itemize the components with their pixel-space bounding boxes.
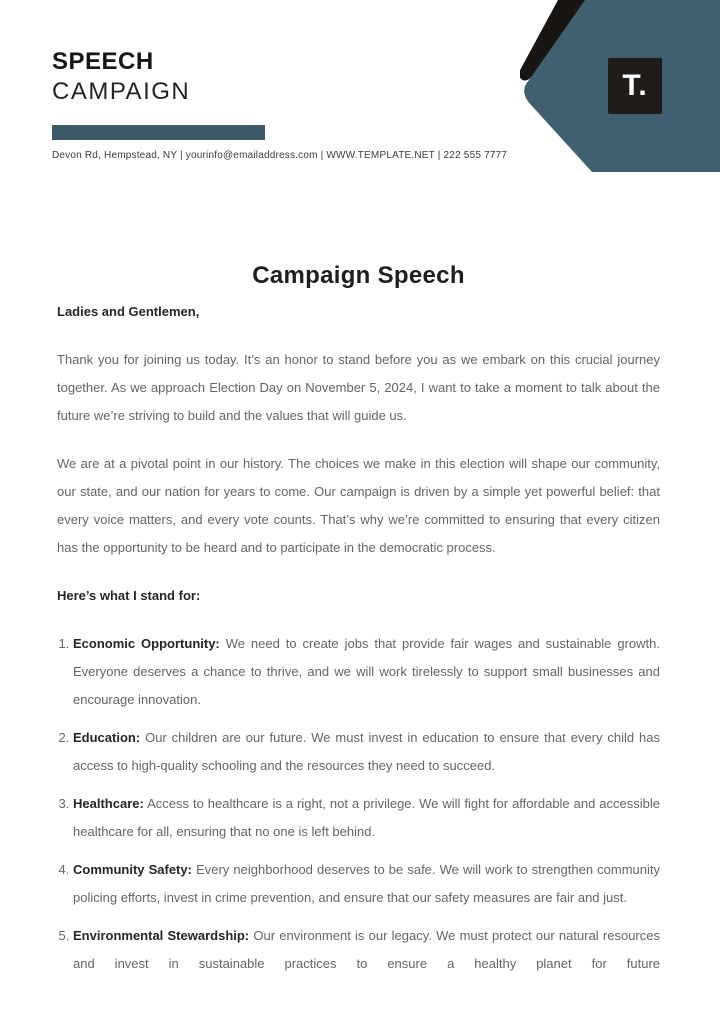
list-item-text: Every neighborhood deserves to be safe. We will work to strengthen community policing efforts, invest in crime prevention, and ensure that our safety measures are fair and just. [73,862,660,905]
list-item-text: Our environment is our legacy. We must protect our natural resources and invest in sustainable practices to ensure a healthy planet for future [73,928,660,971]
platform-list [57,630,660,978]
brand-logo-letter: T. [622,69,648,102]
list-item-text: We need to create jobs that provide fair wages and sustainable growth. Everyone deserves a chance to thrive, and we will work tirelessly to support small businesses and encourage innovation. [73,636,660,707]
list-item-text: Our children are our future. We must invest in education to ensure that every child has access to high-quality schooling and the resources they need to succeed. [73,730,660,773]
masthead [52,48,190,107]
brand-logo [608,58,662,114]
list-item-label: Education: [73,730,141,745]
divider-bar [52,125,265,140]
salutation: Ladies and Gentlemen, [57,304,200,319]
list-item-economic-opportunity [73,630,660,714]
list-item-environmental-stewardship [73,922,660,978]
list-item-label: Healthcare: [73,796,144,811]
masthead-title-line2: CAMPAIGN [52,78,191,105]
masthead-title-line1: SPEECH [52,48,154,75]
contact-info: Devon Rd, Hempstead, NY | yourinfo@emailaddress.com | WWW.TEMPLATE.NET | 222 555 7777 [52,150,508,161]
paragraph-intro: Thank you for joining us today. It’s an honor to stand before you as we embark on this crucial journey together. As we approach Election Day on November 5, 2024, I want to take a moment to talk about the future we’re striving to build and the values that will guide us. [57,352,660,423]
document-content [57,262,660,988]
list-heading: Here’s what I stand for: [57,588,201,603]
list-item-community-safety [73,856,660,912]
list-item-label: Environmental Stewardship: [73,928,250,943]
list-item-text: Access to healthcare is a right, not a privilege. We will fight for affordable and accessible healthcare for all, ensuring that no one is left behind. [73,796,660,839]
list-item-label: Community Safety: [73,862,192,877]
list-item-education [73,724,660,780]
paragraph-pivotal: We are at a pivotal point in our history. The choices we make in this election will shape our community, our state, and our nation for years to come. Our campaign is driven by a simple yet powerful belief: that every voice matters, and every vote counts. That’s why we’re committed to ensuring that every citizen has the opportunity to be heard and to participate in the democratic process. [57,456,660,555]
page-title: Campaign Speech [252,262,465,289]
list-item-label: Economic Opportunity: [73,636,220,651]
list-item-healthcare [73,790,660,846]
